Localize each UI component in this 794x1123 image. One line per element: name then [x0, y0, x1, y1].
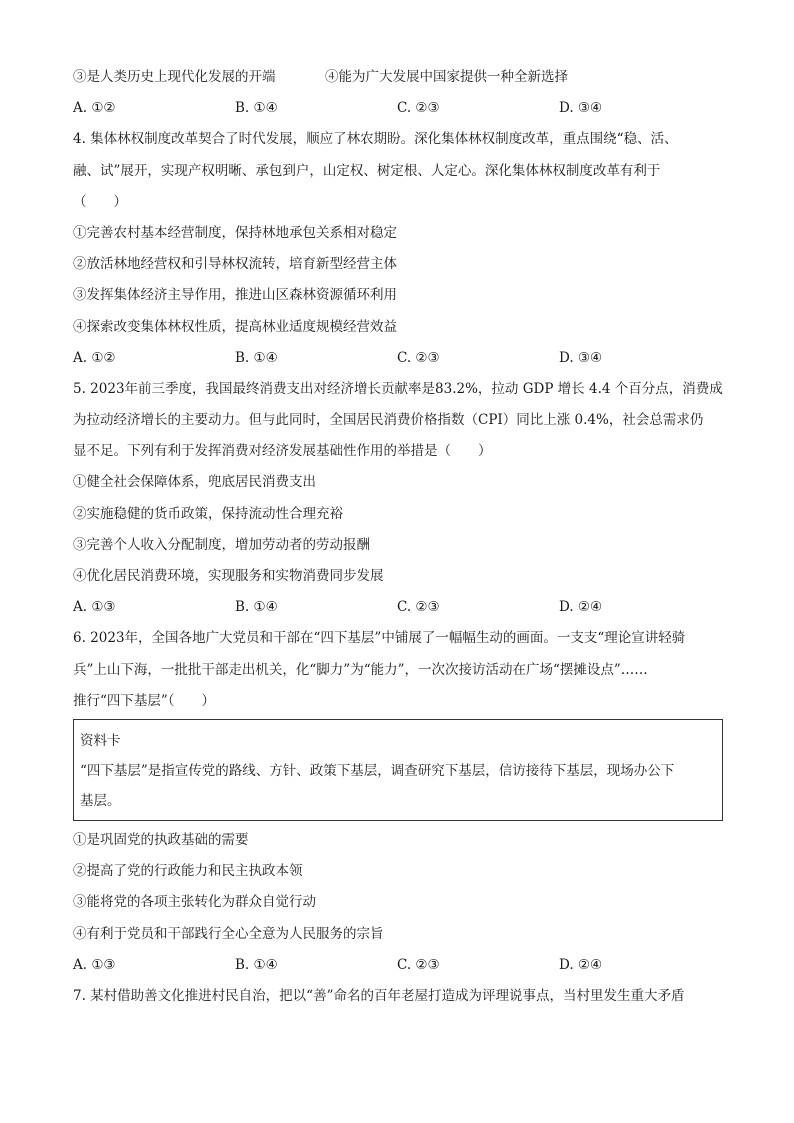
q4-option-a[interactable]: A. ①② [73, 349, 116, 366]
q5-stem-line: 为拉动经济增长的主要动力。但与此同时，全国居民消费价格指数（CPI）同比上涨 0.4%，社会总需求仍 [73, 412, 704, 429]
q5-item-3: ③完善个人收入分配制度，增加劳动者的劳动报酬 [73, 536, 370, 553]
q6-item-2: ②提高了党的行政能力和民主执政本领 [73, 863, 303, 880]
q7-stem-line: 7. 某村借助善文化推进村民自治，把以“善”命名的百年老屋打造成为评理说事点，当村里发生重大矛盾 [73, 987, 685, 1004]
material-card-line: 基层。 [80, 792, 121, 809]
q5-option-c[interactable]: C. ②③ [397, 599, 440, 616]
q4-item-4: ④探索改变集体林权性质，提高林业适度规模经营效益 [73, 318, 397, 335]
q4-stem-line: 4. 集体林权制度改革契合了时代发展，顺应了林农期盼。深化集体林权制度改革，重点围绕“稳、活、 [73, 131, 678, 148]
q4-item-2: ②放活林地经营权和引导林权流转，培育新型经营主体 [73, 256, 397, 273]
q5-stem-line: 5. 2023年前三季度，我国最终消费支出对经济增长贡献率是83.2%，拉动 GDP 增长 4.4 个百分点，消费成 [73, 380, 723, 397]
exam-page [73, 62, 723, 1012]
q5-item-1: ①健全社会保障体系，兜底居民消费支出 [73, 474, 316, 491]
q6-options [73, 950, 723, 981]
q3-item-4: ④能为广大发展中国家提供一种全新选择 [325, 69, 568, 85]
q6-item-4: ④有利于党员和干部践行全心全意为人民服务的宗旨 [73, 925, 384, 942]
q6-option-c[interactable]: C. ②③ [397, 956, 440, 973]
q6-stem-line: 推行“四下基层”（ ） [73, 692, 216, 709]
q4-item-3: ③发挥集体经济主导作用，推进山区森林资源循环利用 [73, 287, 397, 304]
material-card-line: “四下基层”是指宣传党的路线、方针、政策下基层，调查研究下基层，信访接待下基层，现场办公下 [80, 762, 675, 779]
q6-item-1: ①是巩固党的执政基础的需要 [73, 831, 249, 848]
q4-option-b[interactable]: B. ①④ [235, 349, 278, 366]
q6-item-3: ③能将党的各项主张转化为群众自觉行动 [73, 894, 316, 911]
question-4 [73, 124, 723, 374]
q4-stem-line: （ ） [73, 193, 127, 210]
q3-item-3: ③是人类历史上现代化发展的开端 [73, 69, 276, 85]
q5-option-d[interactable]: D. ②④ [559, 599, 603, 616]
q3-option-c[interactable]: C. ②③ [397, 100, 440, 117]
q5-option-b[interactable]: B. ①④ [235, 599, 278, 616]
q6-option-b[interactable]: B. ①④ [235, 956, 278, 973]
material-card [73, 719, 723, 821]
question-7 [73, 981, 723, 1012]
q4-option-c[interactable]: C. ②③ [397, 349, 440, 366]
question-6 [73, 623, 723, 981]
q6-option-d[interactable]: D. ②④ [559, 956, 603, 973]
q5-options [73, 592, 723, 623]
material-card-title: 资料卡 [80, 732, 121, 749]
q4-options [73, 343, 723, 374]
q3-items-row [73, 62, 723, 93]
q3-option-a[interactable]: A. ①② [73, 100, 116, 117]
q4-item-1: ①完善农村基本经营制度，保持林地承包关系相对稳定 [73, 224, 397, 241]
q4-stem-line: 融、试”展开，实现产权明晰、承包到户，山定权、树定根、人定心。深化集体林权制度改革有利于 [73, 162, 661, 179]
q6-option-a[interactable]: A. ①③ [73, 956, 116, 973]
q3-option-d[interactable]: D. ③④ [559, 100, 603, 117]
q5-item-2: ②实施稳健的货币政策，保持流动性合理充裕 [73, 505, 343, 522]
q5-item-4: ④优化居民消费环境，实现服务和实物消费同步发展 [73, 568, 384, 584]
q4-option-d[interactable]: D. ③④ [559, 349, 603, 366]
q3-option-b[interactable]: B. ①④ [235, 100, 278, 117]
q6-stem-line: 兵”上山下海，一批批干部走出机关，化“脚力”为“能力”，一次次接访活动在广场“摆摊设点”…… [73, 661, 648, 678]
q3-options [73, 93, 723, 124]
q5-option-a[interactable]: A. ①③ [73, 599, 116, 616]
q5-stem-line: 显不足。下列有利于发挥消费对经济发展基础性作用的举措是（ ） [73, 443, 492, 460]
question-5 [73, 374, 723, 624]
q6-stem-line: 6. 2023年，全国各地广大党员和干部在“四下基层”中铺展了一幅幅生动的画面。一支支“理论宣讲轻骑 [73, 630, 686, 647]
